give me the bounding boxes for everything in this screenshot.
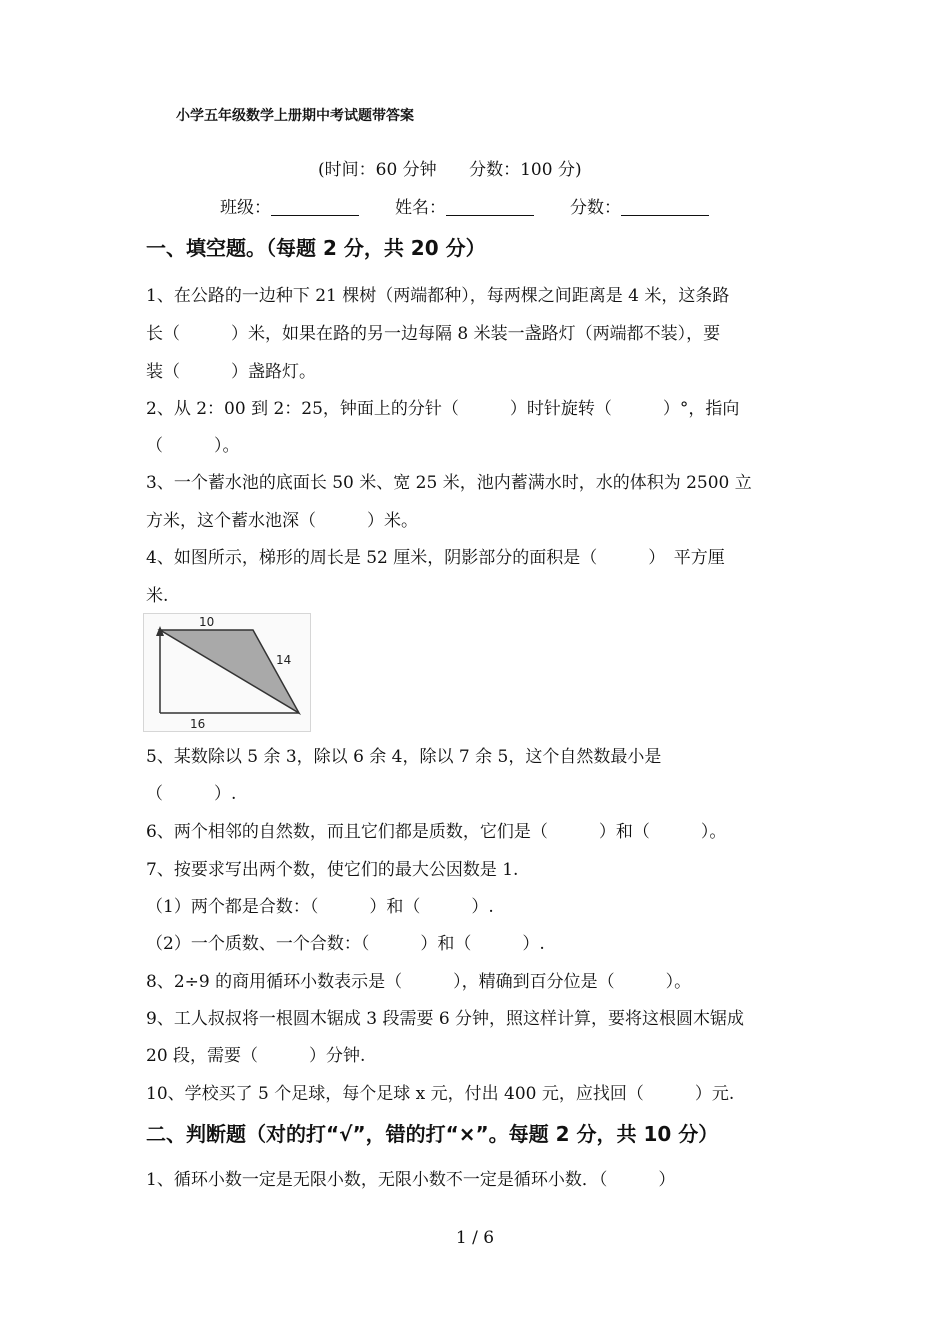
- question-line: （ ）。: [146, 436, 240, 456]
- question-line: （2）一个质数、一个合数：（ ）和（ ）.: [146, 934, 545, 954]
- question-line: （1）两个都是合数：（ ）和（ ）.: [146, 897, 494, 917]
- question-line: 6、两个相邻的自然数，而且它们都是质数，它们是（ ）和（ ）。: [146, 822, 727, 842]
- shaded-triangle: [160, 630, 299, 713]
- question-line: 4、如图所示，梯形的周长是 52 厘米，阴影部分的面积是（ ） 平方厘: [146, 548, 725, 568]
- class-label: 班级：: [220, 198, 271, 218]
- question-line: 9、工人叔叔将一根圆木锯成 3 段需要 6 分钟，照这样计算，要将这根圆木锯成: [146, 1009, 745, 1029]
- bottom-side-label: 16: [190, 717, 206, 731]
- question-line: 7、按要求写出两个数，使它们的最大公因数是 1.: [146, 860, 519, 880]
- question-line: 长（ ）米，如果在路的另一边每隔 8 米装一盏路灯（两端都不装），要: [146, 324, 721, 344]
- trapezoid-figure: [143, 613, 311, 732]
- question-line: 方米，这个蓄水池深（ ）米。: [146, 511, 418, 531]
- question-line: 1、循环小数一定是无限小数，无限小数不一定是循环小数．（ ）: [146, 1170, 676, 1190]
- question-line: 3、一个蓄水池的底面长 50 米、宽 25 米，池内蓄满水时，水的体积为 2500 立: [146, 473, 752, 493]
- trapezoid-diagram: [144, 614, 310, 731]
- right-side-label: 14: [276, 653, 292, 667]
- question-line: 5、某数除以 5 余 3，除以 6 余 4，除以 7 余 5，这个自然数最小是: [146, 747, 662, 767]
- question-line: 20 段，需要（ ）分钟.: [146, 1046, 366, 1066]
- question-line: 2、从 2：00 到 2：25，钟面上的分针（ ）时针旋转（ ）°，指向: [146, 399, 740, 419]
- student-info-row: [220, 193, 709, 218]
- question-line: 米.: [146, 586, 169, 606]
- document-title: 小学五年级数学上册期中考试题带答案: [176, 108, 414, 124]
- top-side-label: 10: [199, 615, 215, 629]
- exam-total-score: 分数：100 分): [469, 160, 582, 180]
- name-label: 姓名：: [395, 198, 446, 218]
- question-line: （ ）.: [146, 784, 237, 804]
- score-label: 分数：: [570, 198, 621, 218]
- question-line: 装（ ）盏路灯。: [146, 362, 316, 382]
- section-heading-true-false: 二、判断题（对的打“√”，错的打“×”。每题 2 分，共 10 分）: [146, 1122, 719, 1146]
- class-blank[interactable]: [271, 197, 359, 216]
- name-blank[interactable]: [446, 197, 534, 216]
- score-blank[interactable]: [621, 197, 709, 216]
- question-line: 10、学校买了 5 个足球，每个足球 x 元，付出 400 元，应找回（ ）元.: [146, 1084, 735, 1104]
- question-line: 8、2÷9 的商用循环小数表示是（ ），精确到百分位是（ ）。: [146, 972, 692, 992]
- section-heading-fill-in: 一、填空题。（每题 2 分，共 20 分）: [146, 236, 486, 260]
- exam-time: (时间：60 分钟: [318, 160, 437, 180]
- question-line: 1、在公路的一边种下 21 棵树（两端都种），每两棵之间距离是 4 米，这条路: [146, 286, 730, 306]
- exam-meta: [318, 155, 582, 180]
- page-number: 1 / 6: [455, 1228, 495, 1248]
